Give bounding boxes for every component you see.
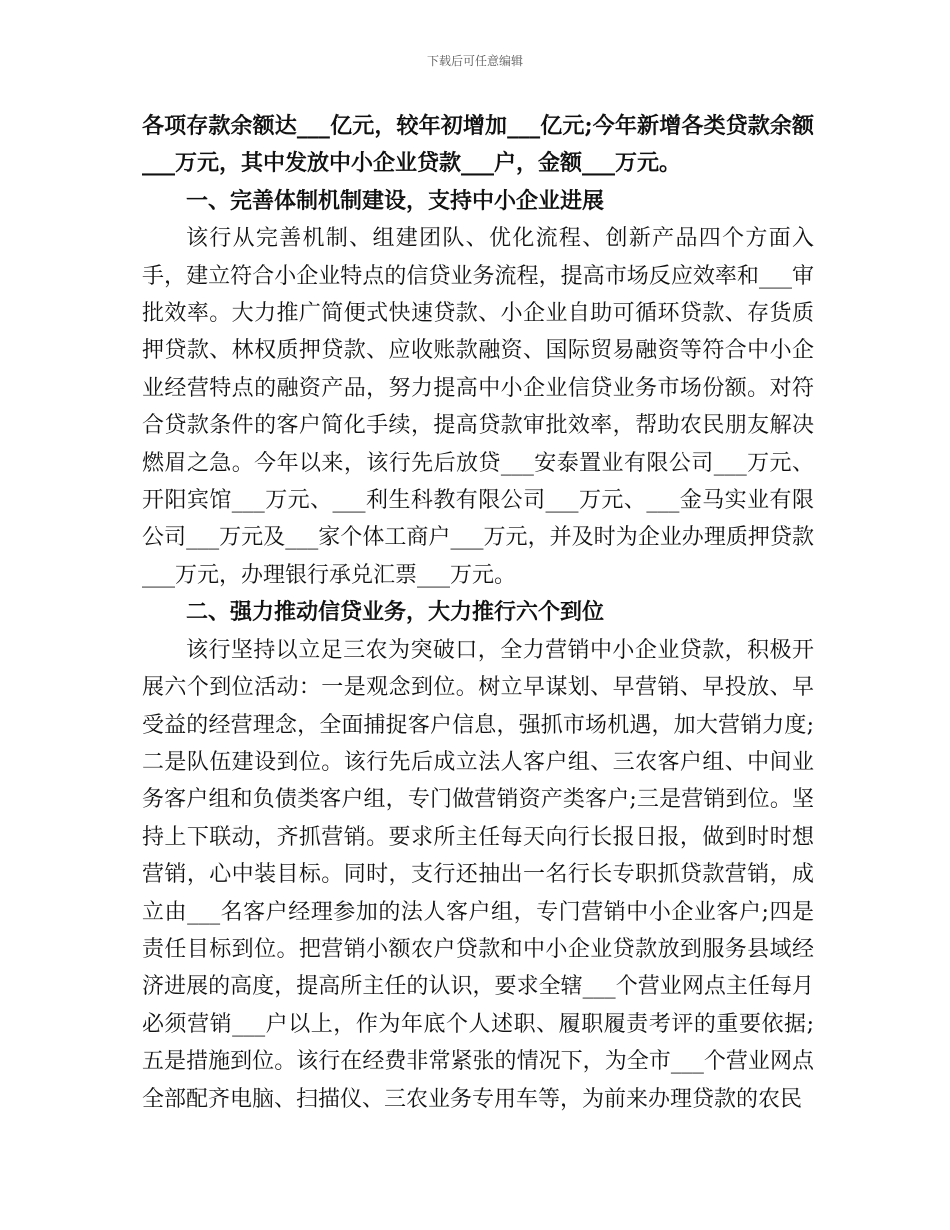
document-body bbox=[142, 108, 814, 1118]
lead-paragraph: 各项存款余额达___亿元，较年初增加___亿元;今年新增各类贷款余额___万元，其中发放中小企业贷款___户，金额___万元。 bbox=[142, 113, 814, 177]
section-heading-1: 一、完善体制机制建设，支持中小企业进展 bbox=[186, 187, 605, 214]
section-paragraph-2: 该行坚持以立足三农为突破口，全力营销中小企业贷款，积极开展六个到位活动：一是观念到位。树立早谋划、早营销、早投放、早受益的经营理念，全面捕捉客户信息，强抓市场机遇，加大营销力度;二是队伍建设到位。该行先后成立法人客户组、三农客户组、中间业务客户组和负债类客户组，专门做营销资产类客户;三是营销到位。坚持上下联动，齐抓营销。要求所主任每天向行长报日报，做到时时想营销，心中装目标。同时，支行还抽出一名行长专职抓贷款营销，成立由___名客户经理参加的法人客户组，专门营销中小企业客户;四是责任目标到位。把营销小额农户贷款和中小企业贷款放到服务县域经济进展的高度，提高所主任的认识，要求全辖___个营业网点主任每月必须营销___户以上，作为年底个人述职、履职履责考评的重要依据;五是措施到位。该行在经费非常紧张的情况下，为全市___个营业网点全部配齐电脑、扫描仪、三农业务专用车等，为前来办理贷款的农民 bbox=[142, 637, 814, 1112]
section-heading-2: 二、强力推动信贷业务，大力推行六个到位 bbox=[186, 599, 605, 626]
header-note: 下载后可任意编辑 bbox=[426, 54, 523, 68]
section-paragraph-1: 该行从完善机制、组建团队、优化流程、创新产品四个方面入手，建立符合小企业特点的信贷业务流程，提高市场反应效率和___审批效率。大力推广简便式快速贷款、小企业自助可循环贷款、存货质押贷款、林权质押贷款、应收账款融资、国际贸易融资等符合中小企业经营特点的融资产品，努力提高中小企业信贷业务市场份额。对符合贷款条件的客户简化手续，提高贷款审批效率，帮助农民朋友解决燃眉之急。今年以来，该行先后放贷___安泰置业有限公司___万元、开阳宾馆___万元、___利生科教有限公司___万元、___金马实业有限公司___万元及___家个体工商户___万元，并及时为企业办理质押贷款___万元，办理银行承兑汇票___万元。 bbox=[142, 226, 814, 588]
